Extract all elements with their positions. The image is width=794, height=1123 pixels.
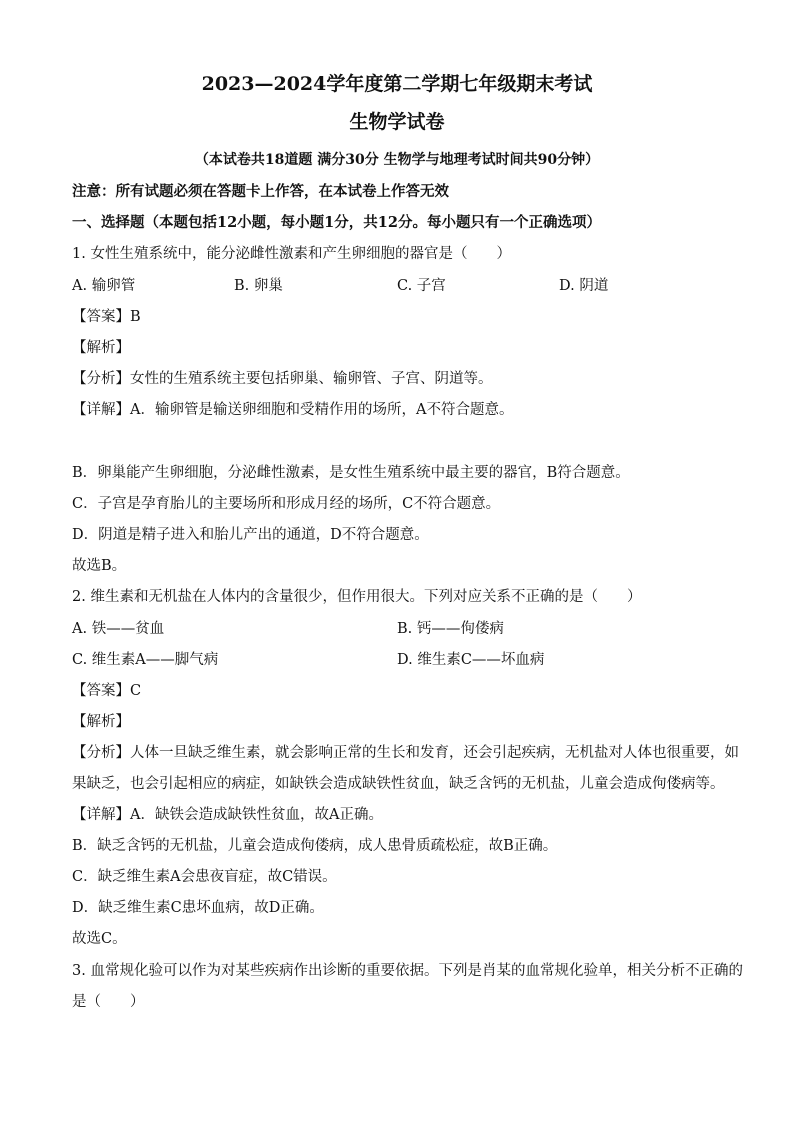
q1-answer: 【答案】B [72,309,141,325]
section-heading: 一、选择题（本题包括12小题，每小题1分，共12分。每小题只有一个正确选项） [72,214,601,231]
q1-xiangjie: 【详解】A．输卵管是输送卵细胞和受精作用的场所，A不符合题意。 [72,402,514,418]
q2-option-d: D. 维生素C——坏血病 [397,652,545,668]
q2-explain-b: B．缺乏含钙的无机盐，儿童会造成佝偻病，成人患骨质疏松症，故B正确。 [72,838,558,854]
question-3-stem-line-2: 是（ ） [72,994,145,1010]
exam-title: 2023—2024学年度第二学期七年级期末考试 [201,73,593,95]
q1-option-b: B. 卵巢 [234,278,283,294]
exam-subtitle: 生物学试卷 [349,111,445,133]
q1-option-c: C. 子宫 [397,278,446,294]
q1-explain-d: D．阴道是精子进入和胎儿产出的通道，D不符合题意。 [72,527,429,543]
question-3-stem-line-1: 3. 血常规化验可以作为对某些疾病作出诊断的重要依据。下列是肖某的血常规化验单，相关分析不正确的 [72,963,743,979]
q2-fenxi-line-2: 果缺乏，也会引起相应的病症，如缺铁会造成缺铁性贫血，缺乏含钙的无机盐，儿童会造成佝偻病等。 [72,776,725,792]
question-2-stem: 2. 维生素和无机盐在人体内的含量很少，但作用很大。下列对应关系不正确的是（ ） [72,589,642,605]
q2-answer: 【答案】C [72,683,142,699]
exam-info: （本试卷共18道题 满分30分 生物学与地理考试时间共90分钟） [194,152,600,168]
q2-choice: 故选C。 [72,931,127,947]
q1-option-a: A. 输卵管 [72,278,136,294]
q2-explain-c: C．缺乏维生素A会患夜盲症，故C错误。 [72,869,337,885]
q2-option-b: B. 钙——佝偻病 [397,621,504,637]
q1-analysis-label: 【解析】 [72,340,130,356]
q1-explain-c: C．子宫是孕育胎儿的主要场所和形成月经的场所，C不符合题意。 [72,496,501,512]
q1-fenxi: 【分析】女性的生殖系统主要包括卵巢、输卵管、子宫、阴道等。 [72,371,493,387]
exam-notice: 注意：所有试题必须在答题卡上作答，在本试卷上作答无效 [72,183,449,200]
q1-explain-b: B．卵巢能产生卵细胞，分泌雌性激素，是女性生殖系统中最主要的器官，B符合题意。 [72,465,630,481]
q2-xiangjie: 【详解】A．缺铁会造成缺铁性贫血，故A正确。 [72,807,383,823]
q2-analysis-label: 【解析】 [72,714,130,730]
q2-fenxi-line-1: 【分析】人体一旦缺乏维生素，就会影响正常的生长和发育，还会引起疾病，无机盐对人体也很重要，如 [72,745,739,761]
q2-explain-d: D．缺乏维生素C患坏血病，故D正确。 [72,900,324,916]
q1-choice: 故选B。 [72,558,127,574]
q1-option-d: D. 阴道 [559,278,609,294]
q2-option-c: C. 维生素A——脚气病 [72,652,219,668]
q2-option-a: A. 铁——贫血 [72,621,165,637]
question-1-stem: 1. 女性生殖系统中，能分泌雌性激素和产生卵细胞的器官是（ ） [72,246,511,262]
